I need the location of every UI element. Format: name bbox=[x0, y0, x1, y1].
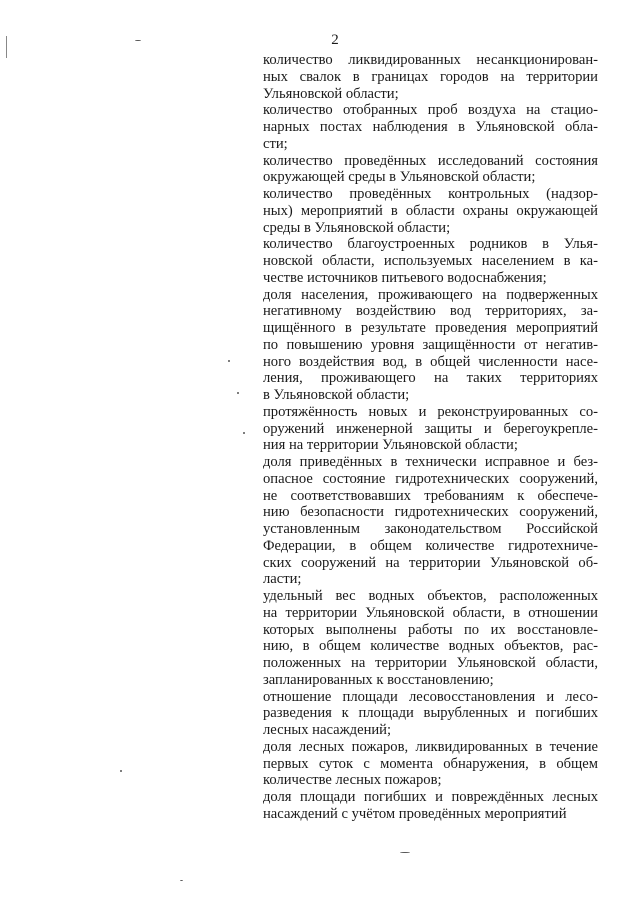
text-line: количество проведённых контрольных (надзор- bbox=[263, 186, 598, 202]
paragraph bbox=[263, 404, 598, 454]
paragraph bbox=[263, 186, 598, 236]
text-line: доля населения, проживающего на подверженных bbox=[263, 286, 598, 303]
text-line: установленным законодательством Российской bbox=[263, 521, 598, 537]
paragraph bbox=[263, 287, 598, 404]
page-number: 2 bbox=[331, 32, 339, 48]
text-line: положенных на территории Ульяновской области, bbox=[263, 655, 598, 671]
text-line: ного воздействия вод, в общей численности насе- bbox=[263, 353, 598, 370]
scan-speck bbox=[180, 880, 183, 881]
paragraph bbox=[263, 789, 598, 823]
paragraph bbox=[263, 588, 598, 689]
body-text bbox=[263, 52, 598, 823]
text-line: нию безопасности гидротехнических сооружений, bbox=[263, 504, 598, 521]
text-line: ских сооружений на территории Ульяновской об- bbox=[263, 554, 598, 571]
paragraph bbox=[263, 689, 598, 739]
text-line: количество благоустроенных родников в Улья- bbox=[263, 236, 598, 253]
text-line: честве источников питьевого водоснабжения; bbox=[263, 269, 547, 286]
text-line: разведения к площади вырубленных и погибших bbox=[263, 705, 598, 722]
text-line: в Ульяновской области; bbox=[263, 387, 410, 403]
text-line: по повышению уровня защищённости от негатив- bbox=[263, 336, 598, 353]
text-line: Федерации, в общем количестве гидротехниче- bbox=[263, 537, 598, 554]
text-line: запланированных к восстановлению; bbox=[263, 671, 494, 688]
text-line: щищённого в результате проведения мероприятий bbox=[263, 320, 598, 336]
paragraph bbox=[263, 153, 598, 187]
text-line: негативному воздействию вод территориях, за- bbox=[263, 303, 598, 320]
text-line: протяжённость новых и реконструированных со- bbox=[263, 403, 598, 420]
text-line: первых суток с момента обнаружения, в общем bbox=[263, 755, 598, 772]
text-line: которых выполнены работы по их восстановле- bbox=[263, 621, 598, 638]
text-line: среды в Ульяновской области; bbox=[263, 219, 451, 236]
text-line: не соответствовавших требованиям к обеспече- bbox=[263, 487, 598, 504]
text-line: нию, в общем количестве водных объектов, рас- bbox=[263, 638, 598, 655]
text-line: ления, проживающего на таких территориях bbox=[263, 370, 598, 387]
scan-speck bbox=[243, 432, 245, 434]
text-line: количество отобранных проб воздуха на стацио- bbox=[263, 102, 598, 119]
text-line: насаждений с учётом проведённых мероприятий bbox=[263, 805, 567, 822]
paragraph bbox=[263, 454, 598, 588]
text-line: нарных постах наблюдения в Ульяновской обла- bbox=[263, 119, 598, 135]
paragraph bbox=[263, 102, 598, 152]
text-line: ния на территории Ульяновской области; bbox=[263, 437, 518, 454]
text-line: отношение площади лесовосстановления и лесо- bbox=[263, 688, 598, 705]
scan-speck bbox=[228, 360, 230, 362]
text-line: доля приведённых в технически исправное и без- bbox=[263, 454, 598, 470]
text-line: доля площади погибших и повреждённых лесных bbox=[263, 789, 598, 805]
text-line: лесных насаждений; bbox=[263, 722, 392, 738]
text-line: новской области, используемых населением в ка- bbox=[263, 253, 598, 269]
text-line: удельный вес водных объектов, расположенных bbox=[263, 588, 598, 604]
text-line: ных) мероприятий в области охраны окружающей bbox=[263, 202, 598, 219]
paragraph bbox=[263, 739, 598, 789]
text-line: доля лесных пожаров, ликвидированных в течение bbox=[263, 738, 598, 755]
text-line: на территории Ульяновской области, в отношении bbox=[263, 604, 598, 621]
paragraph bbox=[263, 52, 598, 102]
text-line: сти; bbox=[263, 135, 288, 152]
text-line: количество ликвидированных несанкционирован- bbox=[263, 52, 598, 68]
text-line: количество проведённых исследований состояния bbox=[263, 152, 598, 169]
scan-speck bbox=[120, 770, 122, 772]
paragraph bbox=[263, 236, 598, 286]
text-line: количестве лесных пожаров; bbox=[263, 772, 442, 789]
text-line: опасное состояние гидротехнических сооружений, bbox=[263, 470, 598, 487]
scan-speck bbox=[400, 852, 410, 853]
text-line: ных свалок в границах городов на территории bbox=[263, 68, 598, 85]
text-line: окружающей среды в Ульяновской области; bbox=[263, 169, 536, 186]
text-line: оружений инженерной защиты и берегоукрепле- bbox=[263, 420, 598, 437]
text-line: ласти; bbox=[263, 571, 302, 588]
text-line: Ульяновской области; bbox=[263, 85, 399, 102]
scan-speck bbox=[237, 392, 239, 394]
